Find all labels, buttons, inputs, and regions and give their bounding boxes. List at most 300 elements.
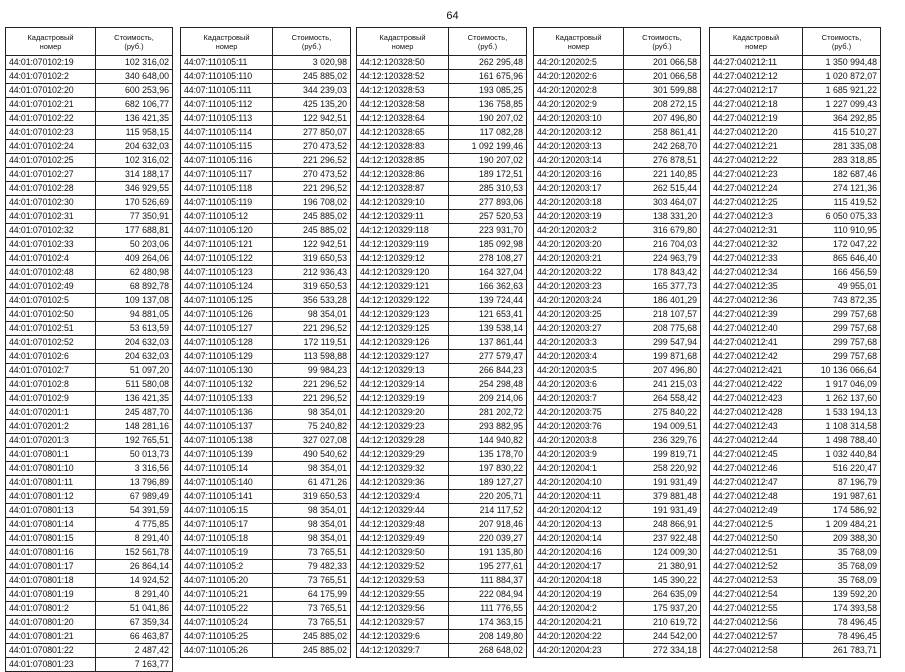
table-row: [357, 392, 527, 406]
cadastral-number-cell: 44:07:110105:112: [181, 98, 273, 112]
table-row: [181, 70, 351, 84]
cost-cell: 8 291,40: [96, 588, 173, 602]
cost-cell: 262 295,48: [449, 56, 527, 70]
cost-cell: 174 586,92: [803, 504, 881, 518]
table-row: [6, 406, 173, 420]
cadastral-number-cell: 44:07:110105:11: [181, 56, 273, 70]
cadastral-number-cell: 44:01:070102:52: [6, 336, 96, 350]
cost-cell: 174 393,58: [803, 602, 881, 616]
cadastral-number-cell: 44:12:120329:10: [357, 196, 449, 210]
cost-cell: 1 262 137,60: [803, 392, 881, 406]
cadastral-number-cell: 44:12:120329:49: [357, 532, 449, 546]
cost-cell: 166 362,63: [449, 280, 527, 294]
table-row: [181, 280, 351, 294]
cadastral-number-cell: 44:27:040212:54: [710, 588, 803, 602]
cost-cell: 201 066,58: [624, 56, 701, 70]
table-row: [534, 280, 701, 294]
table-row: [534, 434, 701, 448]
table-row: [710, 392, 881, 406]
cadastral-number-cell: 44:01:070102:24: [6, 140, 96, 154]
cadastral-number-cell: 44:12:120329:53: [357, 574, 449, 588]
cost-cell: 266 844,23: [449, 364, 527, 378]
table-row: [6, 336, 173, 350]
table-row: [181, 546, 351, 560]
cadastral-number-cell: 44:27:040212:47: [710, 476, 803, 490]
cadastral-number-cell: 44:12:120328:65: [357, 126, 449, 140]
cost-cell: 258 220,92: [624, 462, 701, 476]
table-row: [357, 406, 527, 420]
cost-cell: 174 363,15: [449, 616, 527, 630]
cost-cell: 270 473,52: [273, 168, 351, 182]
cost-cell: 743 872,35: [803, 294, 881, 308]
cost-cell: 35 768,09: [803, 574, 881, 588]
cadastral-number-cell: 44:01:070102:23: [6, 126, 96, 140]
cadastral-number-cell: 44:27:040212:53: [710, 574, 803, 588]
cost-cell: 409 264,06: [96, 252, 173, 266]
cadastral-number-cell: 44:01:070102:48: [6, 266, 96, 280]
cadastral-number-cell: 44:12:120329:118: [357, 224, 449, 238]
table-row: [357, 420, 527, 434]
cost-cell: 319 650,53: [273, 252, 351, 266]
table-row: [181, 602, 351, 616]
table-row: [710, 434, 881, 448]
table-row: [534, 630, 701, 644]
cadastral-number-cell: 44:01:070801:10: [6, 462, 96, 476]
table-row: [6, 602, 173, 616]
cadastral-number-cell: 44:27:040212:50: [710, 532, 803, 546]
table-row: [181, 420, 351, 434]
cadastral-number-cell: 44:01:070201:2: [6, 420, 96, 434]
cost-cell: 1 350 994,48: [803, 56, 881, 70]
cost-cell: 62 480,98: [96, 266, 173, 280]
cost-cell: 208 149,80: [449, 630, 527, 644]
table-row: [181, 252, 351, 266]
cadastral-number-cell: 44:07:110105:21: [181, 588, 273, 602]
cadastral-number-cell: 44:20:120204:2: [534, 602, 624, 616]
table-row: [181, 616, 351, 630]
table-row: [710, 252, 881, 266]
cost-cell: 98 354,01: [273, 308, 351, 322]
table-row: [710, 560, 881, 574]
cost-cell: 79 482,33: [273, 560, 351, 574]
cost-cell: 191 931,49: [624, 504, 701, 518]
cadastral-number-cell: 44:01:070801:22: [6, 644, 96, 658]
table-row: [181, 504, 351, 518]
cost-cell: 189 127,27: [449, 476, 527, 490]
cost-cell: 122 942,51: [273, 112, 351, 126]
table-row: [534, 462, 701, 476]
cadastral-number-cell: 44:12:120329:52: [357, 560, 449, 574]
cadastral-number-cell: 44:07:110105:122: [181, 252, 273, 266]
cadastral-number-cell: 44:07:110105:121: [181, 238, 273, 252]
cadastral-number-cell: 44:07:110105:123: [181, 266, 273, 280]
table-row: [357, 266, 527, 280]
cost-cell: 3 020,98: [273, 56, 351, 70]
cadastral-number-cell: 44:27:040212:12: [710, 70, 803, 84]
table-row: [6, 392, 173, 406]
cost-cell: 1 020 872,07: [803, 70, 881, 84]
cadastral-number-cell: 44:27:040212:48: [710, 490, 803, 504]
cost-cell: 67 359,34: [96, 616, 173, 630]
cost-cell: 4 775,85: [96, 518, 173, 532]
table-row: [6, 448, 173, 462]
table-row: [710, 518, 881, 532]
cost-cell: 122 942,51: [273, 238, 351, 252]
cadastral-number-cell: 44:01:070102:21: [6, 98, 96, 112]
table-row: [534, 294, 701, 308]
cost-cell: 191 931,49: [624, 476, 701, 490]
cadastral-number-cell: 44:27:040212:428: [710, 406, 803, 420]
table-row: [534, 644, 701, 658]
cost-cell: 212 936,43: [273, 266, 351, 280]
table-row: [6, 462, 173, 476]
cost-cell: 209 214,06: [449, 392, 527, 406]
table-row: [710, 98, 881, 112]
table-row: [6, 56, 173, 70]
cost-cell: 245 885,02: [273, 210, 351, 224]
table-row: [357, 294, 527, 308]
cost-cell: 275 840,22: [624, 406, 701, 420]
cadastral-number-cell: 44:27:040212:46: [710, 462, 803, 476]
table-row: [534, 350, 701, 364]
cadastral-number-cell: 44:12:120329:28: [357, 434, 449, 448]
table-row: [534, 266, 701, 280]
table-row: [357, 196, 527, 210]
cost-cell: 244 542,00: [624, 630, 701, 644]
cadastral-number-cell: 44:20:120203:23: [534, 280, 624, 294]
cadastral-number-cell: 44:07:110105:15: [181, 504, 273, 518]
cost-cell: 299 757,68: [803, 322, 881, 336]
cost-cell: 218 107,57: [624, 308, 701, 322]
cost-cell: 299 757,68: [803, 350, 881, 364]
cost-cell: 221 140,85: [624, 168, 701, 182]
cadastral-number-cell: 44:01:070102:27: [6, 168, 96, 182]
table-row: [710, 168, 881, 182]
cadastral-number-cell: 44:27:040212:55: [710, 602, 803, 616]
cadastral-number-cell: 44:27:040212:23: [710, 168, 803, 182]
cadastral-number-cell: 44:20:120204:14: [534, 532, 624, 546]
cadastral-number-cell: 44:07:110105:136: [181, 406, 273, 420]
cost-cell: 254 298,48: [449, 378, 527, 392]
table-row: [710, 112, 881, 126]
cadastral-number-cell: 44:27:040212:422: [710, 378, 803, 392]
cost-cell: 274 121,36: [803, 182, 881, 196]
table-row: [6, 154, 173, 168]
cadastral-number-cell: 44:20:120203:75: [534, 406, 624, 420]
table-row: [534, 364, 701, 378]
cadastral-number-header: Кадастровый номер: [357, 28, 449, 56]
table-row: [357, 490, 527, 504]
cost-cell: 237 922,48: [624, 532, 701, 546]
table-row: [6, 434, 173, 448]
table-row: [710, 294, 881, 308]
table-row: [534, 336, 701, 350]
cadastral-number-cell: 44:07:110105:118: [181, 182, 273, 196]
cost-cell: 2 487,42: [96, 644, 173, 658]
cost-cell: 283 318,85: [803, 154, 881, 168]
table-row: [534, 182, 701, 196]
table-row: [357, 238, 527, 252]
table-row: [710, 266, 881, 280]
table-row: [6, 476, 173, 490]
cadastral-number-cell: 44:01:070102:7: [6, 364, 96, 378]
cost-cell: 111 884,37: [449, 574, 527, 588]
cost-cell: 8 291,40: [96, 532, 173, 546]
cost-cell: 281 335,08: [803, 140, 881, 154]
cadastral-number-cell: 44:12:120329:4: [357, 490, 449, 504]
cadastral-number-cell: 44:07:110105:20: [181, 574, 273, 588]
cost-cell: 172 119,51: [273, 336, 351, 350]
table-row: [357, 644, 527, 658]
table-row: [710, 504, 881, 518]
cost-cell: 115 958,15: [96, 126, 173, 140]
cadastral-number-cell: 44:01:070102:33: [6, 238, 96, 252]
table-row: [534, 546, 701, 560]
cadastral-number-cell: 44:07:110105:127: [181, 322, 273, 336]
cost-cell: 257 520,53: [449, 210, 527, 224]
cadastral-number-cell: 44:20:120204:19: [534, 588, 624, 602]
cost-cell: 208 775,68: [624, 322, 701, 336]
table-row: [534, 378, 701, 392]
cadastral-number-cell: 44:07:110105:116: [181, 154, 273, 168]
table-row: [6, 280, 173, 294]
cost-cell: 272 334,18: [624, 644, 701, 658]
cost-cell: 196 708,02: [273, 196, 351, 210]
cost-cell: 1 498 788,40: [803, 434, 881, 448]
cadastral-number-cell: 44:01:070801:18: [6, 574, 96, 588]
cost-cell: 73 765,51: [273, 546, 351, 560]
cost-header: Стоимость, (руб.): [803, 28, 881, 56]
table-row: [357, 210, 527, 224]
cadastral-number-cell: 44:07:110105:128: [181, 336, 273, 350]
cost-cell: 207 496,80: [624, 112, 701, 126]
table-row: [534, 168, 701, 182]
table-row: [6, 168, 173, 182]
cadastral-number-cell: 44:27:040212:31: [710, 224, 803, 238]
cadastral-number-cell: 44:27:040212:45: [710, 448, 803, 462]
table-row: [6, 126, 173, 140]
table-row: [710, 364, 881, 378]
cadastral-number-cell: 44:20:120204:10: [534, 476, 624, 490]
cadastral-number-cell: 44:27:040212:25: [710, 196, 803, 210]
cadastral-number-cell: 44:27:040212:39: [710, 308, 803, 322]
cadastral-number-cell: 44:12:120329:55: [357, 588, 449, 602]
cost-cell: 182 687,46: [803, 168, 881, 182]
cadastral-number-cell: 44:20:120203:16: [534, 168, 624, 182]
cost-cell: 281 202,72: [449, 406, 527, 420]
table-row: [534, 490, 701, 504]
cadastral-number-cell: 44:20:120202:5: [534, 56, 624, 70]
cost-cell: 344 239,03: [273, 84, 351, 98]
table-row: [181, 84, 351, 98]
table-row: [181, 98, 351, 112]
cost-cell: 1 032 440,84: [803, 448, 881, 462]
table-row: [357, 532, 527, 546]
table-row: [710, 546, 881, 560]
cadastral-number-cell: 44:07:110105:24: [181, 616, 273, 630]
cadastral-number-cell: 44:12:120329:56: [357, 602, 449, 616]
cost-cell: 191 135,80: [449, 546, 527, 560]
table-row: [181, 560, 351, 574]
cost-cell: 26 864,14: [96, 560, 173, 574]
table-row: [357, 98, 527, 112]
cost-cell: 170 526,69: [96, 196, 173, 210]
table-row: [6, 644, 173, 658]
cadastral-number-cell: 44:20:120202:6: [534, 70, 624, 84]
cost-cell: 224 963,79: [624, 252, 701, 266]
cost-cell: 293 882,95: [449, 420, 527, 434]
cost-cell: 98 354,01: [273, 504, 351, 518]
cost-cell: 299 757,68: [803, 308, 881, 322]
cadastral-number-cell: 44:12:120329:11: [357, 210, 449, 224]
table-row: [534, 98, 701, 112]
cadastral-number-cell: 44:20:120204:22: [534, 630, 624, 644]
table-row: [357, 168, 527, 182]
table-row: [6, 490, 173, 504]
table-row: [6, 364, 173, 378]
cadastral-number-cell: 44:12:120329:121: [357, 280, 449, 294]
cadastral-number-cell: 44:07:110105:22: [181, 602, 273, 616]
cost-cell: 194 009,51: [624, 420, 701, 434]
table-row: [181, 266, 351, 280]
cadastral-number-cell: 44:27:040212:36: [710, 294, 803, 308]
table-row: [6, 518, 173, 532]
table-row: [6, 630, 173, 644]
table-row: [181, 406, 351, 420]
cost-cell: 1 108 314,58: [803, 420, 881, 434]
cost-cell: 1 227 099,43: [803, 98, 881, 112]
cost-cell: 319 650,53: [273, 490, 351, 504]
cost-cell: 221 296,52: [273, 154, 351, 168]
cadastral-number-cell: 44:27:040212:32: [710, 238, 803, 252]
cost-cell: 276 878,51: [624, 154, 701, 168]
cost-cell: 216 704,03: [624, 238, 701, 252]
table-row: [181, 588, 351, 602]
table-row: [357, 70, 527, 84]
cost-cell: 50 203,06: [96, 238, 173, 252]
table-row: [534, 616, 701, 630]
cadastral-number-cell: 44:20:120203:4: [534, 350, 624, 364]
cost-cell: 175 937,20: [624, 602, 701, 616]
cadastral-number-cell: 44:12:120329:120: [357, 266, 449, 280]
table-row: [181, 364, 351, 378]
cost-cell: 221 296,52: [273, 182, 351, 196]
table-row: [181, 126, 351, 140]
cadastral-number-cell: 44:20:120204:17: [534, 560, 624, 574]
cost-cell: 207 918,46: [449, 518, 527, 532]
cost-cell: 356 533,28: [273, 294, 351, 308]
table-row: [357, 252, 527, 266]
cadastral-number-cell: 44:20:120203:6: [534, 378, 624, 392]
cost-cell: 222 084,94: [449, 588, 527, 602]
table-row: [6, 252, 173, 266]
cadastral-number-cell: 44:07:110105:125: [181, 294, 273, 308]
table-row: [6, 574, 173, 588]
table-row: [710, 56, 881, 70]
table-row: [6, 196, 173, 210]
cost-cell: 186 401,29: [624, 294, 701, 308]
cadastral-number-cell: 44:20:120204:16: [534, 546, 624, 560]
cost-cell: 236 329,76: [624, 434, 701, 448]
table-row: [710, 616, 881, 630]
cost-cell: 53 613,59: [96, 322, 173, 336]
cost-cell: 241 215,03: [624, 378, 701, 392]
table-row: [181, 448, 351, 462]
cost-cell: 299 547,94: [624, 336, 701, 350]
table-row: [357, 518, 527, 532]
cadastral-number-cell: 44:01:070102:49: [6, 280, 96, 294]
table-row: [357, 308, 527, 322]
cost-cell: 261 783,71: [803, 644, 881, 658]
cost-cell: 98 354,01: [273, 532, 351, 546]
cost-cell: 220 205,71: [449, 490, 527, 504]
table-row: [534, 140, 701, 154]
cost-cell: 245 885,02: [273, 630, 351, 644]
cost-cell: 277 579,47: [449, 350, 527, 364]
cadastral-number-cell: 44:12:120328:83: [357, 140, 449, 154]
cadastral-number-cell: 44:20:120204:11: [534, 490, 624, 504]
cost-cell: 192 765,51: [96, 434, 173, 448]
cadastral-number-cell: 44:20:120203:5: [534, 364, 624, 378]
cost-cell: 152 561,78: [96, 546, 173, 560]
table-row: [534, 84, 701, 98]
table-row: [534, 504, 701, 518]
cadastral-number-header: Кадастровый номер: [710, 28, 803, 56]
cost-cell: 1 685 921,22: [803, 84, 881, 98]
cadastral-number-cell: 44:27:040212:43: [710, 420, 803, 434]
table-row: [534, 560, 701, 574]
cadastral-number-cell: 44:07:110105:138: [181, 434, 273, 448]
table-row: [6, 588, 173, 602]
cadastral-number-cell: 44:01:070102:22: [6, 112, 96, 126]
cost-cell: 364 292,85: [803, 112, 881, 126]
table-row: [710, 630, 881, 644]
table-row: [534, 322, 701, 336]
table-row: [357, 140, 527, 154]
table-row: [181, 294, 351, 308]
table-row: [181, 308, 351, 322]
cost-cell: 245 885,02: [273, 224, 351, 238]
cadastral-number-cell: 44:20:120202:9: [534, 98, 624, 112]
cadastral-table: [709, 27, 881, 658]
cadastral-number-cell: 44:27:040212:21: [710, 140, 803, 154]
table-row: [6, 210, 173, 224]
cost-cell: 204 632,03: [96, 336, 173, 350]
cadastral-number-cell: 44:01:070102:6: [6, 350, 96, 364]
cost-cell: 50 013,73: [96, 448, 173, 462]
table-row: [710, 210, 881, 224]
cadastral-number-cell: 44:12:120328:58: [357, 98, 449, 112]
cadastral-number-cell: 44:07:110105:130: [181, 364, 273, 378]
table-row: [534, 448, 701, 462]
cadastral-number-cell: 44:27:040212:24: [710, 182, 803, 196]
table-row: [534, 112, 701, 126]
cadastral-number-cell: 44:27:040212:20: [710, 126, 803, 140]
table-row: [534, 392, 701, 406]
table-row: [357, 504, 527, 518]
table-row: [6, 182, 173, 196]
cadastral-number-cell: 44:20:120203:7: [534, 392, 624, 406]
table-row: [534, 406, 701, 420]
cost-cell: 135 178,70: [449, 448, 527, 462]
cost-cell: 277 893,06: [449, 196, 527, 210]
cost-cell: 77 350,91: [96, 210, 173, 224]
table-row: [181, 378, 351, 392]
cost-header: Стоимость, (руб.): [449, 28, 527, 56]
table-row: [710, 490, 881, 504]
cadastral-number-cell: 44:07:110105:25: [181, 630, 273, 644]
cost-cell: 204 632,03: [96, 350, 173, 364]
